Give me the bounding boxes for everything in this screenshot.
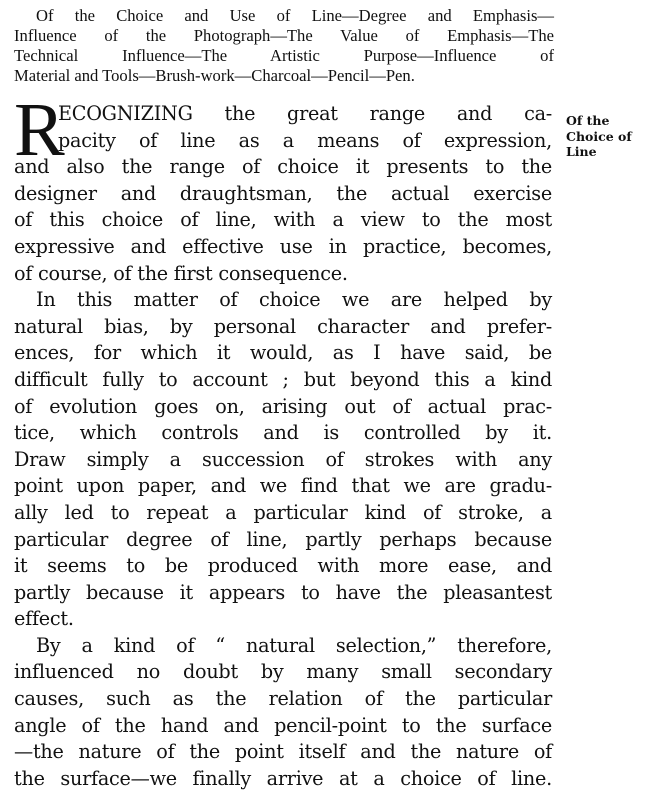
text-line: particular degree of line, partly perhaps because xyxy=(14,527,552,551)
text-line: influenced no doubt by many small secondary xyxy=(14,660,552,684)
sidenote-line: Line xyxy=(566,144,597,159)
text-line: the surface—we finally arrive at a choice of line. xyxy=(14,766,552,790)
chapter-summary xyxy=(14,6,554,86)
text-line: of course, of the first consequence. xyxy=(14,261,348,285)
text-line: designer and draughtsman, the actual exercise xyxy=(14,181,552,205)
text-line: natural bias, by personal character and prefer- xyxy=(14,314,552,338)
sidenote-line: Of the xyxy=(566,113,610,128)
text-line: pacity of line as a means of expression, xyxy=(58,128,552,152)
margin-sidenote xyxy=(566,113,650,160)
drop-cap: R xyxy=(14,88,65,172)
body-text xyxy=(14,88,552,792)
sidenote-line: Choice of xyxy=(566,128,632,144)
text-line: ECOGNIZING the great range and ca- xyxy=(58,102,552,125)
summary-line: Material and Tools—Brush-work—Charcoal—Pencil—Pen. xyxy=(14,66,415,85)
text-line: ences, for which it would, as I have said, be xyxy=(14,341,552,365)
text-line: it seems to be produced with more ease, and xyxy=(14,554,552,578)
text-line: By a kind of “ natural selection,” therefore, xyxy=(36,633,552,657)
text-line: difficult fully to account ; but beyond this a kind xyxy=(14,367,552,391)
text-line: ally led to repeat a particular kind of stroke, a xyxy=(14,500,552,524)
text-line: causes, such as the relation of the particular xyxy=(14,687,552,711)
text-line: point upon paper, and we find that we are gradu- xyxy=(14,474,552,498)
text-line: partly because it appears to have the pleasantest xyxy=(14,580,552,604)
text-line: Draw simply a succession of strokes with any xyxy=(14,447,552,471)
text-line: tice, which controls and is controlled by it. xyxy=(14,421,552,445)
paragraph-2 xyxy=(14,287,552,633)
text-line: —the nature of the point itself and the nature of xyxy=(14,740,552,764)
text-line: angle of the hand and pencil-point to the surface xyxy=(14,713,552,737)
text-line: expressive and effective use in practice, becomes, xyxy=(14,234,552,258)
text-line: of evolution goes on, arising out of actual prac- xyxy=(14,394,552,418)
text-line: In this matter of choice we are helped by xyxy=(36,288,552,312)
text-line: of this choice of line, with a view to the most xyxy=(14,208,552,232)
text-line: effect. xyxy=(14,607,74,631)
summary-line: Of the Choice and Use of Line—Degree and Emphasis— xyxy=(36,6,554,25)
text-line: and also the range of choice it presents to the xyxy=(14,155,552,179)
summary-line: Technical Influence—The Artistic Purpose—Influence of xyxy=(14,46,554,65)
paragraph-1 xyxy=(14,101,552,287)
paragraph-3 xyxy=(14,633,552,793)
summary-line: Influence of the Photograph—The Value of Emphasis—The xyxy=(14,26,554,45)
